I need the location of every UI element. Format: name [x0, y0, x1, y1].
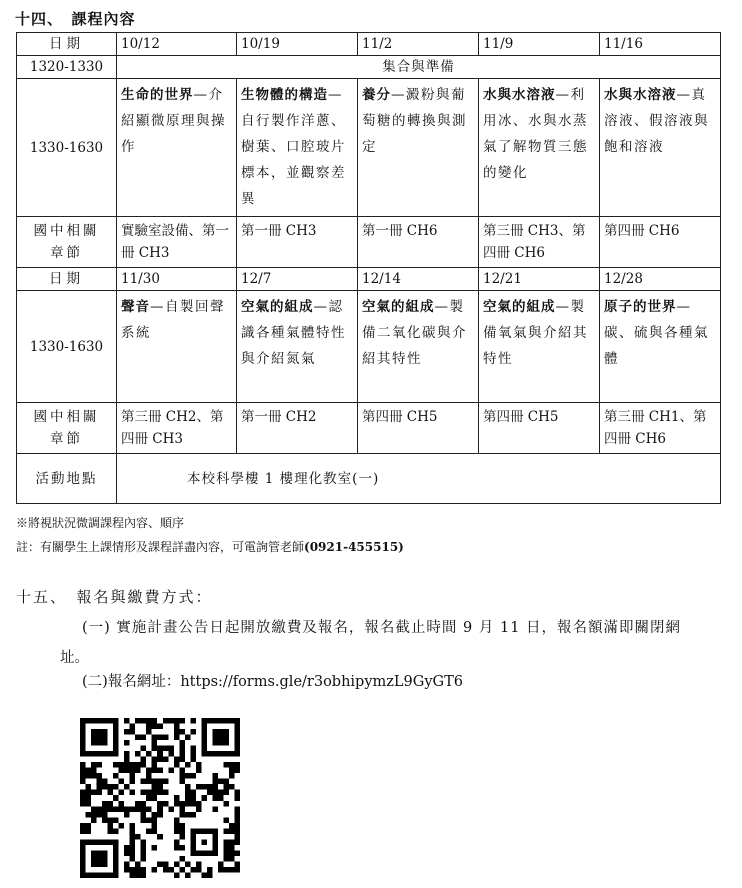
topic-desc: —介紹顯微原理與操作	[121, 87, 226, 155]
date-cell: 10/12	[117, 33, 237, 56]
row-label-time: 1330-1630	[17, 79, 117, 217]
topic-title: 空氣的組成	[362, 299, 435, 315]
registration-url[interactable]: https://forms.gle/r3obhipymzL9GyGT6	[180, 674, 464, 690]
date-cell: 12/14	[358, 268, 479, 291]
contact-phone: (0921-455515)	[304, 540, 404, 554]
chapter-row-2	[17, 403, 721, 454]
topic-desc: —澱粉與葡萄糖的轉換與測定	[362, 87, 467, 155]
row-label-date: 日期	[17, 33, 117, 56]
chapter-cell: 第三冊 CH3、第四冊 CH6	[479, 217, 600, 268]
topic-desc: —製備氧氣與介紹其特性	[483, 299, 588, 367]
registration-item-1-continued: 址。	[60, 650, 89, 666]
date-cell: 10/19	[237, 33, 358, 56]
row-label-time: 1330-1630	[17, 291, 117, 403]
course-schedule-table	[16, 32, 721, 504]
chapter-cell: 實驗室設備、第一冊 CH3	[117, 217, 237, 268]
date-cell: 11/2	[358, 33, 479, 56]
row-label-date: 日期	[17, 268, 117, 291]
registration-item-1: (一) 實施計畫公告日起開放繳費及報名，報名截止時間 9 月 11 日，報名額滿即關閉網	[82, 620, 682, 636]
chapter-cell: 第一冊 CH6	[358, 217, 479, 268]
gather-row	[17, 56, 721, 79]
registration-url-label: (二)報名網址：	[82, 674, 181, 690]
registration-item-2	[82, 670, 463, 691]
note-contact	[16, 538, 404, 555]
location-row	[17, 454, 721, 504]
chapter-cell: 第四冊 CH5	[358, 403, 479, 454]
chapter-cell: 第三冊 CH1、第四冊 CH6	[600, 403, 721, 454]
note-adjust: ※將視狀況微調課程內容、順序	[16, 516, 185, 530]
topic-title: 空氣的組成	[241, 299, 314, 315]
chapter-cell: 第四冊 CH6	[600, 217, 721, 268]
section-15-title: 十五、 報名與繳費方式：	[16, 588, 213, 606]
topic-title: 水與水溶液	[604, 87, 677, 103]
date-cell: 11/16	[600, 33, 721, 56]
chapter-cell: 第一冊 CH3	[237, 217, 358, 268]
topic-desc: —利用冰、水與水蒸氣了解物質三態的變化	[483, 87, 588, 181]
topic-desc: —自製回聲系統	[121, 299, 225, 341]
topic-cell	[117, 79, 237, 217]
location-cell: 本校科學樓 1 樓理化教室(一)	[117, 454, 721, 504]
topic-cell	[237, 291, 358, 403]
topic-desc: —碳、硫與各種氣體	[604, 299, 709, 367]
row-label-chapters: 國中相關章節	[17, 403, 117, 454]
topic-desc: —製備二氧化碳與介紹其特性	[362, 299, 467, 367]
date-cell: 12/21	[479, 268, 600, 291]
date-cell: 11/9	[479, 33, 600, 56]
topic-title: 生物體的構造	[241, 87, 328, 103]
topic-title: 聲音	[121, 299, 150, 315]
chapter-row-1	[17, 217, 721, 268]
date-cell: 11/30	[117, 268, 237, 291]
topic-title: 水與水溶液	[483, 87, 556, 103]
topic-cell	[358, 291, 479, 403]
chapter-cell: 第一冊 CH2	[237, 403, 358, 454]
topic-cell	[237, 79, 358, 217]
gather-cell: 集合與準備	[117, 56, 721, 79]
row-label-chapters: 國中相關章節	[17, 217, 117, 268]
chapter-cell: 第四冊 CH5	[479, 403, 600, 454]
topic-cell	[117, 291, 237, 403]
row-label-location: 活動地點	[17, 454, 117, 504]
topic-row-1	[17, 79, 721, 217]
registration-qr-code	[80, 718, 240, 878]
topic-row-2	[17, 291, 721, 403]
topic-cell	[479, 291, 600, 403]
note-contact-text: 註：有關學生上課情形及課程詳盡內容，可電詢管老師	[16, 540, 305, 554]
topic-desc: —真溶液、假溶液與飽和溶液	[604, 87, 709, 155]
row-label-time: 1320-1330	[17, 56, 117, 79]
topic-title: 養分	[362, 87, 391, 103]
topic-cell	[358, 79, 479, 217]
chapter-cell: 第三冊 CH2、第四冊 CH3	[117, 403, 237, 454]
date-row-1	[17, 33, 721, 56]
topic-desc: —自行製作洋蔥、樹葉、口腔玻片標本，並觀察差異	[241, 87, 346, 207]
topic-cell	[600, 291, 721, 403]
topic-cell	[479, 79, 600, 217]
date-cell: 12/7	[237, 268, 358, 291]
topic-title: 原子的世界	[604, 299, 677, 315]
topic-title: 空氣的組成	[483, 299, 556, 315]
topic-cell	[600, 79, 721, 217]
topic-title: 生命的世界	[121, 87, 194, 103]
topic-desc: —認識各種氣體特性與介紹氮氣	[241, 299, 346, 367]
section-14-title: 十四、 課程內容	[15, 10, 136, 28]
date-row-2	[17, 268, 721, 291]
date-cell: 12/28	[600, 268, 721, 291]
